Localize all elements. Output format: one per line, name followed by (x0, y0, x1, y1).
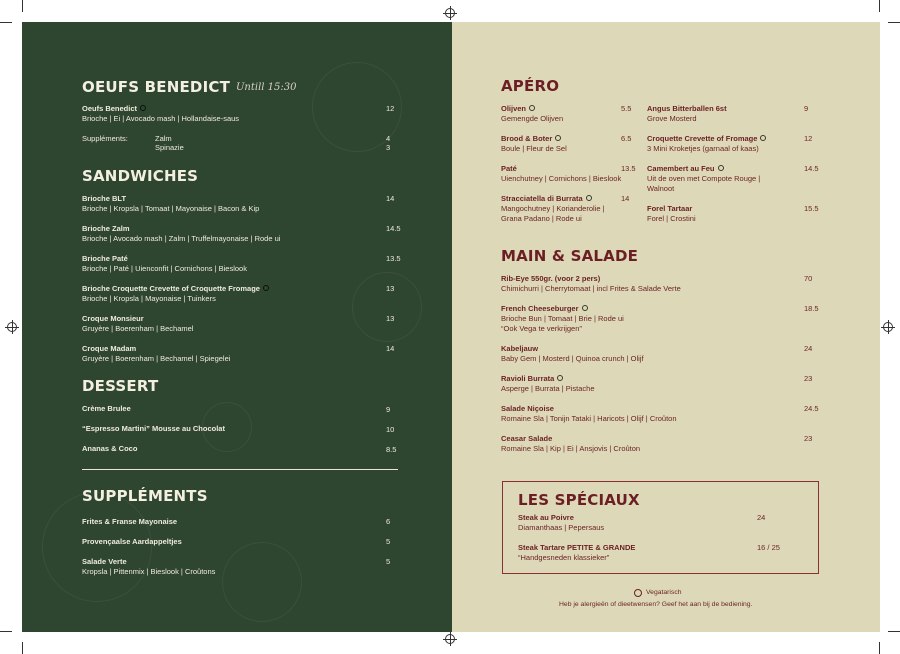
dessert-title: DESSERT (82, 377, 159, 395)
menu-item: Croque Madam Gruyère | Boerenham | Bechamel | Spiegelei (82, 344, 231, 363)
menu-item: Croque Monsieur Gruyère | Boerenham | Bechamel (82, 314, 194, 333)
supplement-item: Spinazie (155, 143, 184, 152)
registration-mark-icon (883, 322, 893, 332)
menu-price: 23 (804, 374, 813, 383)
menu-item: Camembert au Feu Uit de oven met Compote Rouge | Walnoot (647, 164, 761, 193)
menu-price: 10 (386, 425, 395, 434)
vegetarian-icon (140, 105, 146, 111)
menu-price: 4 (386, 134, 391, 143)
menu-price: 24 (757, 513, 766, 522)
menu-item: Salade Niçoise Romaine Sla | Tonijn Tataki | Haricots | Olijf | Croûton (501, 404, 677, 423)
menu-item: Brood & Boter Boule | Fleur de Sel (501, 134, 567, 153)
illustration-plate-icon (352, 272, 422, 342)
menu-item: Brioche Croquette Crevette of Croquette Fromage Brioche | Kropsla | Mayonaise | Tuinkers (82, 284, 269, 304)
menu-price: 3 (386, 143, 391, 152)
main-title: MAIN & SALADE (501, 247, 639, 265)
menu-price: 24 (804, 344, 813, 353)
menu-item: Stracciatella di Burrata Mangochutney | Korianderolie | Grana Padano | Rode ui (501, 194, 605, 223)
crop-mark (888, 631, 900, 632)
menu-item: Crème Brulee (82, 404, 131, 413)
supplements-title: SUPPLÉMENTS (82, 487, 208, 505)
menu-price: 12 (804, 134, 813, 143)
menu-price: 6 (386, 517, 391, 526)
menu-price: 9 (804, 104, 809, 113)
menu-item: Ravioli Burrata Asperge | Burrata | Pistache (501, 374, 595, 393)
supplement-item: Zalm (155, 134, 172, 143)
menu-item: Forel Tartaar Forel | Crostini (647, 204, 696, 223)
menu-item: Frites & Franse Mayonaise (82, 517, 178, 526)
menu-item: Salade Verte Kropsla | Pittenmix | Bieslook | Croûtons (82, 557, 216, 576)
vegetarian-icon (557, 375, 563, 381)
menu-price: 16 / 25 (757, 543, 780, 552)
registration-mark-icon (7, 322, 17, 332)
menu-item: Brioche Paté Brioche | Paté | Uienconfit | Cornichons | Bieslook (82, 254, 247, 273)
menu-item: Steak au Poivre Diamanthaas | Pepersaus (518, 513, 605, 532)
menu-price: 14.5 (386, 224, 401, 233)
vegetarian-icon (263, 285, 269, 291)
vegetarian-legend: Vegatarisch (646, 589, 682, 596)
crop-mark (22, 642, 23, 654)
menu-item: “Espresso Martini” Mousse au Chocolat (82, 424, 225, 433)
vegetarian-icon (529, 105, 535, 111)
menu-item: Rib-Eye 550gr. (voor 2 pers) Chimichurri | Cherrytomaat | incl Frites & Salade Verte (501, 274, 681, 293)
crop-mark (22, 0, 23, 12)
illustration-plate-icon (222, 542, 302, 622)
menu-item: Angus Bitterballen 6st Grove Mosterd (647, 104, 727, 123)
menu-price: 14 (621, 194, 630, 203)
specials-title: LES SPÉCIAUX (518, 491, 640, 509)
menu-item: Croquette Crevette of Fromage 3 Mini Kroketjes (garnaal of kaas) (647, 134, 802, 154)
menu-price: 5 (386, 537, 391, 546)
menu-price: 14 (386, 344, 395, 353)
menu-item: Ceasar Salade Romaine Sla | Kip | Ei | Ansjovis | Croûton (501, 434, 641, 453)
allergy-note: Heb je alergieën of dieetwensen? Geef het aan bij de bediening. (559, 601, 753, 608)
menu-price: 13.5 (386, 254, 401, 263)
menu-item: Provençaalse Aardappeltjes (82, 537, 182, 546)
menu-item: Olijven Gemengde Olijven (501, 104, 564, 123)
crop-mark (0, 22, 12, 23)
menu-price: 13.5 (621, 164, 636, 173)
registration-mark-icon (445, 634, 455, 644)
menu-price: 70 (804, 274, 813, 283)
menu-price: 14 (386, 194, 395, 203)
menu-price: 9 (386, 405, 391, 414)
oeufs-title: OEUFS BENEDICT (82, 78, 231, 96)
menu-item: Steak Tartare PETITE & GRANDE “Handgesneden klassieker” (518, 543, 636, 562)
menu-price: 14.5 (804, 164, 819, 173)
menu-item: Ananas & Coco (82, 444, 138, 453)
menu-price: 24.5 (804, 404, 819, 413)
vegetarian-icon (718, 165, 724, 171)
vegetarian-icon (555, 135, 561, 141)
supplements-label: Suppléments: (82, 134, 128, 143)
menu-item: Oeufs Benedict Brioche | Ei | Avocado mash | Hollandaise-saus (82, 104, 240, 123)
menu-price: 13 (386, 284, 395, 293)
oeufs-subtitle: Untill 15:30 (236, 82, 297, 93)
menu-price: 5.5 (621, 104, 632, 113)
sandwiches-title: SANDWICHES (82, 167, 199, 185)
vegetarian-icon (634, 589, 642, 597)
crop-mark (0, 631, 12, 632)
crop-mark (879, 642, 880, 654)
menu-price: 8.5 (386, 445, 397, 454)
menu-item: Paté Uienchutney | Cornichons | Bieslook (501, 164, 622, 183)
crop-mark (879, 0, 880, 12)
illustration-plate-icon (42, 492, 152, 602)
menu-price: 15.5 (804, 204, 819, 213)
menu-item: Brioche BLT Brioche | Kropsla | Tomaat | Mayonaise | Bacon & Kip (82, 194, 260, 213)
menu-price: 13 (386, 314, 395, 323)
menu-price: 12 (386, 104, 395, 113)
vegetarian-icon (760, 135, 766, 141)
menu-price: 18.5 (804, 304, 819, 313)
vegetarian-icon (582, 305, 588, 311)
menu-item: Brioche Zalm Brioche | Avocado mash | Zalm | Truffelmayonaise | Rode ui (82, 224, 281, 243)
menu-item: Kabeljauw Baby Gem | Mosterd | Quinoa crunch | Olijf (501, 344, 644, 363)
vegetarian-icon (586, 195, 592, 201)
registration-mark-icon (445, 8, 455, 18)
section-divider (82, 469, 398, 470)
menu-price: 6.5 (621, 134, 632, 143)
menu-price: 23 (804, 434, 813, 443)
apero-title: APÉRO (501, 77, 560, 95)
menu-item: French Cheeseburger Brioche Bun | Tomaat | Brie | Rode ui “Ook Vega te verkrijgen” (501, 304, 624, 333)
menu-price: 5 (386, 557, 391, 566)
crop-mark (888, 22, 900, 23)
